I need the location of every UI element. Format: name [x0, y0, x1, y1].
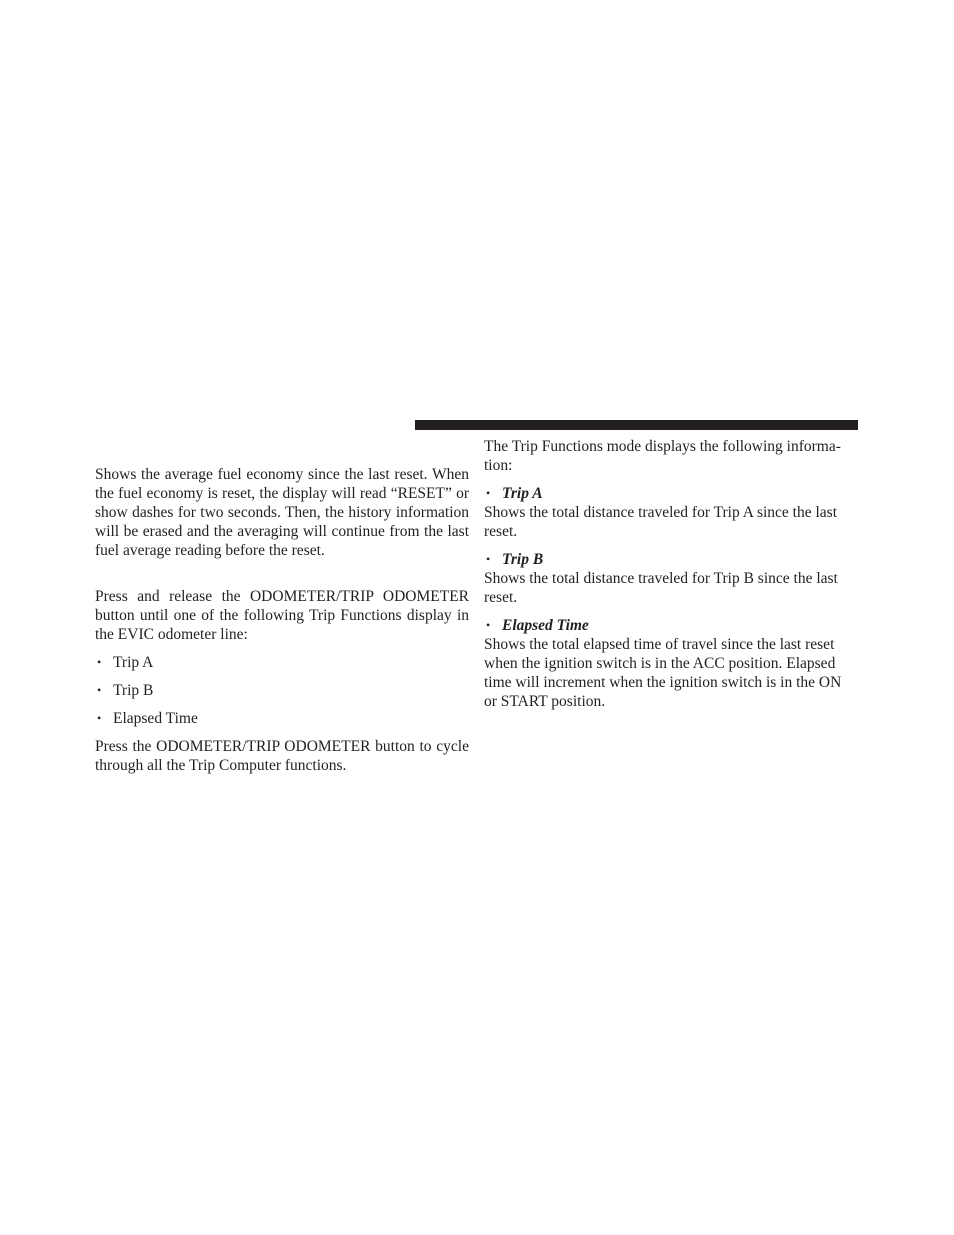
section-rule — [415, 420, 858, 430]
heading-elapsed-time — [484, 616, 858, 635]
heading-trip-a — [484, 484, 858, 503]
cycle-instruction: Press the ODOMETER/TRIP ODOMETER button to cycle through all the Trip Computer functions. — [95, 738, 469, 774]
list-item-label: Trip A — [113, 654, 154, 671]
heading-label: Trip B — [502, 551, 544, 568]
heading-trip-b — [484, 550, 858, 569]
trip-functions-intro: The Trip Functions mode displays the following informa-tion: — [484, 438, 841, 474]
list-item-trip-b — [95, 681, 469, 700]
bullet-icon: • — [97, 683, 102, 697]
right-column — [484, 437, 858, 711]
heading-label: Elapsed Time — [502, 617, 589, 634]
bullet-icon: • — [486, 552, 491, 566]
trip-a-description: Shows the total distance traveled for Trip A since the last reset. — [484, 504, 838, 540]
list-item-elapsed-time — [95, 709, 469, 728]
list-item-trip-a — [95, 653, 469, 672]
heading-label: Trip A — [502, 485, 543, 502]
elapsed-time-description: Shows the total elapsed time of travel since the last reset when the ignition switch is in the ACC position. Elapsed time will increment when the ignition switch is in the ON or START position. — [484, 636, 842, 710]
bullet-icon: • — [486, 618, 491, 632]
trip-b-description: Shows the total distance traveled for Trip B since the last reset. — [484, 570, 838, 606]
bullet-icon: • — [97, 655, 102, 669]
left-column — [95, 465, 469, 775]
trip-functions-instruction: Press and release the ODOMETER/TRIP ODOMETER button until one of the following Trip Functions display in the EVIC odometer line: — [95, 588, 469, 643]
bullet-icon: • — [97, 711, 102, 725]
fuel-economy-description: Shows the average fuel economy since the last reset. When the fuel economy is reset, the display will read “RESET” or show dashes for two seconds. Then, the history information will be erased and the averaging will continue from the last fuel average reading before the reset. — [95, 466, 469, 559]
bullet-icon: • — [486, 486, 491, 500]
list-item-label: Elapsed Time — [113, 710, 198, 727]
list-item-label: Trip B — [113, 682, 154, 699]
